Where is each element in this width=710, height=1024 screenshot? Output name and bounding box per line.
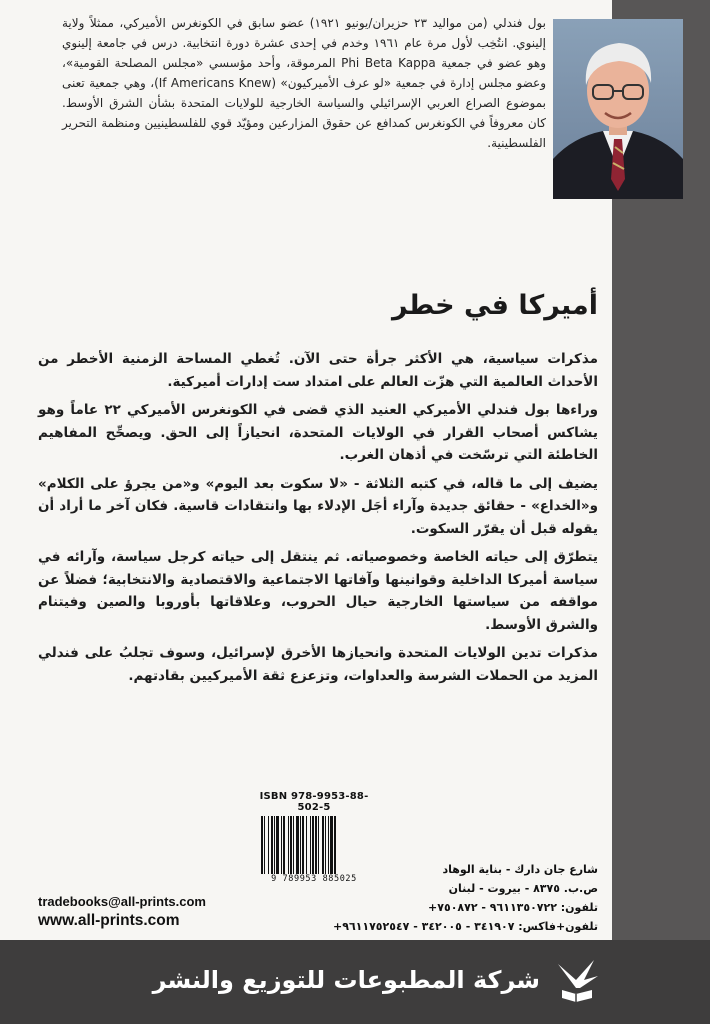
contact-info bbox=[38, 893, 288, 931]
address-line: تلفون+فاكس: ٣٤١٩٠٧ - ٣٤٢٠٠٥ - ٩٦١١٧٥٢٥٤٧+ bbox=[333, 920, 598, 933]
email-link[interactable]: tradebooks@all-prints.com bbox=[38, 894, 206, 909]
address-line: ص.ب. ٨٣٧٥ - بيروت - لبنان bbox=[448, 882, 598, 895]
book-title: أميركا في خطر bbox=[392, 290, 598, 321]
author-portrait-icon bbox=[553, 19, 683, 199]
barcode-bar bbox=[290, 816, 292, 874]
barcode-bar bbox=[310, 816, 311, 874]
barcode-bar bbox=[288, 816, 289, 874]
barcode-bar bbox=[283, 816, 285, 874]
blurb-paragraph: يضيف إلى ما قاله، في كتبه الثلاثة - «لا سكوت بعد اليوم» و«من يجرؤ على الكلام» و«الخداع» - حقائق جديدة وآراء أجَل الإدلاء بها وانتقادات قاسية. فكان آخر ما أراد أن يقوله قبل أن يقرّر السكوت. bbox=[38, 475, 598, 537]
bio-text: بول فندلي (من مواليد ٢٣ حزيران/يونيو ١٩٢١) عضو سابق في الكونغرس الأميركي، ممثلاً ولاية إلينوي. انتُخِب لأول مرة عام ١٩٦١ وخدم في إحدى عشرة دورة انتخابية. درس في جامعة إلينوي وهو عضو في جمعية Phi Beta Kappa المرموقة، وأحد مؤسسي «مجلس المصلحة القومية»، وعضو مجلس إدارة في جمعية «لو عرف الأميركيون» (If Americans Knew)، وهي جمعية تعنى بموضوع الصراع العربي الإسرائيلي والسياسة الخارجية للولايات المتحدة بشأن الشرق الأوسط. كان معروفاً في الكونغرس كمدافع عن حقوق المزارعين ومؤيّد قوي للفلسطينيين ومنظمة التحرير الفلسطينية. bbox=[62, 16, 546, 150]
barcode-bar bbox=[312, 816, 314, 874]
barcode-bar bbox=[293, 816, 294, 874]
barcode-bar bbox=[296, 816, 299, 874]
barcode-bar bbox=[325, 816, 326, 874]
author-bio bbox=[62, 13, 546, 153]
blurb-paragraph: يتطرّق إلى حياته الخاصة وخصوصياته. ثم ينتقل إلى حياته كرجل سياسة، وآرائه في سياسة أميركا الداخلية وقوانينها وآفاتها الاجتماعية والاقتصادية والانتخابية؛ فضلاً عن مواقفه من سياستها الخارجية حيال الحروب، وعلاقاتها بأوروبا والصين وفيتنام والشرق الأوسط. bbox=[38, 549, 598, 633]
barcode-bar bbox=[318, 816, 319, 874]
publisher-footer bbox=[120, 958, 600, 1002]
author-photo bbox=[553, 19, 683, 199]
blurb-paragraph: مذكرات تدين الولايات المتحدة وانحيازها الأخرق لإسرائيل، وسوف تجلبُ على فندلي المزيد من الحملات الشرسة والعداوات، وتزعزع ثقة الأميركيين بقادتهم. bbox=[38, 645, 598, 684]
barcode-bar bbox=[271, 816, 273, 874]
barcode-bar bbox=[315, 816, 317, 874]
barcode-bar bbox=[300, 816, 301, 874]
barcode-bar bbox=[261, 816, 263, 874]
barcode-bar bbox=[322, 816, 324, 874]
barcode-digits: 9 789953 885025 bbox=[271, 874, 357, 884]
barcode-bar bbox=[302, 816, 304, 874]
blurb bbox=[38, 348, 598, 693]
publisher-name: شركة المطبوعات للتوزيع والنشر bbox=[152, 966, 540, 994]
blurb-paragraph: وراءها بول فندلي الأميركي العنيد الذي قضى في الكونغرس الأميركي ٢٢ عاماً وهو يشاكس أصحاب القرار في الولايات المتحدة، انحيازاً إلى الحق. ويصحِّح المفاهيم الخاطئة التي ترسّخت في أذهان الغرب. bbox=[38, 402, 598, 463]
barcode-bar bbox=[306, 816, 307, 874]
barcode-bar bbox=[274, 816, 275, 874]
address-line: تلفون: ٩٦١١٣٥٠٧٢٢ - ٧٥٠٨٧٢+ bbox=[428, 901, 598, 914]
barcode-bar bbox=[268, 816, 269, 874]
barcode-bar bbox=[328, 816, 329, 874]
bird-on-book-logo-icon bbox=[554, 958, 600, 1002]
isbn-label: ISBN 978-9953-88-502-5 bbox=[259, 791, 369, 813]
website-link[interactable]: www.all-prints.com bbox=[38, 912, 180, 929]
barcode-bar bbox=[281, 816, 282, 874]
blurb-paragraph: مذكرات سياسية، هي الأكثر جرأة حتى الآن. تُغطي المساحة الزمنية الأخطر من الأحداث العالمية التي هزّت العالم على امتداد ست إدارات أميركية. bbox=[38, 351, 598, 390]
address-line: شارع جان دارك - بناية الوهاد bbox=[442, 863, 598, 876]
barcode-bar bbox=[276, 816, 279, 874]
barcode-bar bbox=[264, 816, 265, 874]
publisher-address bbox=[330, 860, 598, 936]
